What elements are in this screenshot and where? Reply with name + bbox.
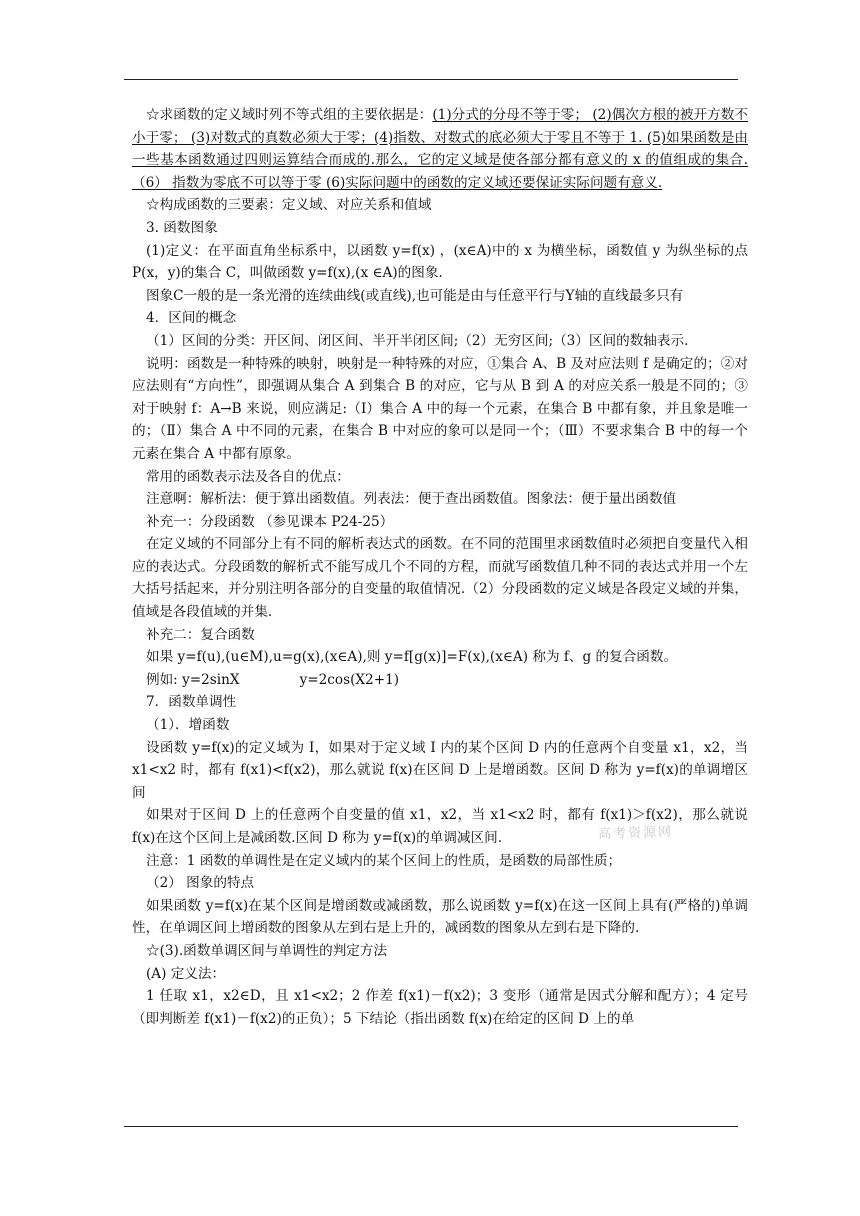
header-rule xyxy=(124,79,738,80)
example-line xyxy=(132,669,748,692)
paragraph: 如果对于区间 D 上的任意两个自变量的值 x1，x2，当 x1<x2 时，都有 f(x1)＞f(x2)，那么就说 f(x)在这个区间上是减函数.区间 D 称为 y=f(x)的单调减区间. xyxy=(132,807,748,846)
paragraph: 在定义域的不同部分上有不同的解析表达式的函数。在不同的范围里求函数值时必须把自变量代入相应的表达式。分段函数的解析式不能写成几个不同的方程，而就写函数值几种不同的表达式并用一个左大括号括起来，并分别注明各部分的自变量的取值情况.（2）分段函数的定义域是各段定义域的并集，值域是各段值域的并集. xyxy=(132,536,748,621)
paragraph: （1）区间的分类：开区间、闭区间、半开半闭区间;（2）无穷区间;（3）区间的数轴表示. xyxy=(146,332,689,349)
section-heading: 3. 函数图象 xyxy=(146,219,218,236)
paragraph: 如果 y=f(u),(u∈M),u=g(x),(x∈A),则 y=f[g(x)]=F(x),(x∈A) 称为 f、g 的复合函数。 xyxy=(146,649,678,666)
paragraph: 说明：函数是一种特殊的映射，映射是一种特殊的对应，①集合 A、B 及对应法则 f 是确定的；②对应法则有“方向性”，即强调从集合 A 到集合 B 的对应，它与从 B 到 A 的对应关系一般是不同的；③对于映射 f：A→B 来说，则应满足:（Ⅰ）集合 A 中的每一个元素，在集合 B 中都有象，并且象是唯一的；（Ⅱ）集合 A 中不同的元素，在集合 B 中对应的象可以是同一个；（Ⅲ）不要求集合 B 中的每一个元素在集合 A 中都有原象。 xyxy=(132,355,748,462)
paragraph: （1）．增函数 xyxy=(146,717,230,734)
paragraph: 1 任取 x1，x2∈D，且 x1<x2；2 作差 f(x1)－f(x2)；3 变形（通常是因式分解和配方）；4 定号（即判断差 f(x1)－f(x2)的正负）；5 下结论（指出函数 f(x)在给定的区间 D 上的单 xyxy=(132,988,748,1027)
footer-rule xyxy=(124,1126,738,1127)
example-b: y=2cos(X2+1) xyxy=(299,671,400,688)
example-a: 例如: y=2sinX xyxy=(146,671,240,688)
paragraph: ☆(3).函数单调区间与单调性的判定方法 xyxy=(146,942,388,959)
paragraph: 补充二：复合函数 xyxy=(146,626,255,643)
paragraph-lead: ☆求函数的定义域时列不等式组的主要依据是： xyxy=(146,107,433,123)
watermark: 高考资源网 xyxy=(597,824,674,843)
paragraph: 注意啊：解析法：便于算出函数值。列表法：便于查出函数值。图象法：便于量出函数值 xyxy=(146,491,677,508)
paragraph: 注意：1 函数的单调性是在定义域内的某个区间上的性质，是函数的局部性质； xyxy=(146,852,622,869)
paragraph: (A) 定义法： xyxy=(146,965,226,982)
paragraph-domain-rules xyxy=(132,104,748,194)
document-body xyxy=(132,104,748,1030)
paragraph: (1)定义：在平面直角坐标系中，以函数 y=f(x) ，(x∈A)中的 x 为横坐标，函数值 y 为纵坐标的点 P(x，y)的集合 C，叫做函数 y=f(x),(x ∈A)的图象. xyxy=(132,242,748,282)
paragraph: 图象C一般的是一条光滑的连续曲线(或直线),也可能是由与任意平行与Y轴的直线最多只有 xyxy=(146,287,684,304)
paragraph: 常用的函数表示法及各自的优点： xyxy=(146,468,350,485)
section-heading: 7．函数单调性 xyxy=(146,694,237,711)
paragraph: （2） 图象的特点 xyxy=(146,875,255,892)
paragraph: ☆构成函数的三要素：定义域、对应关系和值域 xyxy=(146,197,432,214)
paragraph: 设函数 y=f(x)的定义域为 I，如果对于定义域 I 内的某个区间 D 内的任意两个自变量 x1，x2，当 x1<x2 时，都有 f(x1)<f(x2)，那么就说 f(x)在区间 D 上是增函数。区间 D 称为 y=f(x)的单调增区间 xyxy=(132,739,748,801)
underlined-rules: (1)分式的分母不等于零； (2)偶次方根的被开方数不小于零； (3)对数式的真数必须大于零；(4)指数、对数式的底必须大于零且不等于 1. (5)如果函数是由一些基本函数通过四则运算结合而成的.那么，它的定义域是使各部分都有意义的 x 的值组成的集合.（6） 指数为零底不可以等于零 (6)实际问题中的函数的定义域还要保证实际问题有意义. xyxy=(132,107,748,191)
section-heading: 4．区间的概念 xyxy=(146,310,237,327)
paragraph: 补充一：分段函数 （参见课本 P24-25） xyxy=(146,513,394,530)
paragraph: 如果函数 y=f(x)在某个区间是增函数或减函数，那么说函数 y=f(x)在这一区间上具有(严格的)单调性，在单调区间上增函数的图象从左到右是上升的，减函数的图象从左到右是下降的. xyxy=(132,897,748,937)
